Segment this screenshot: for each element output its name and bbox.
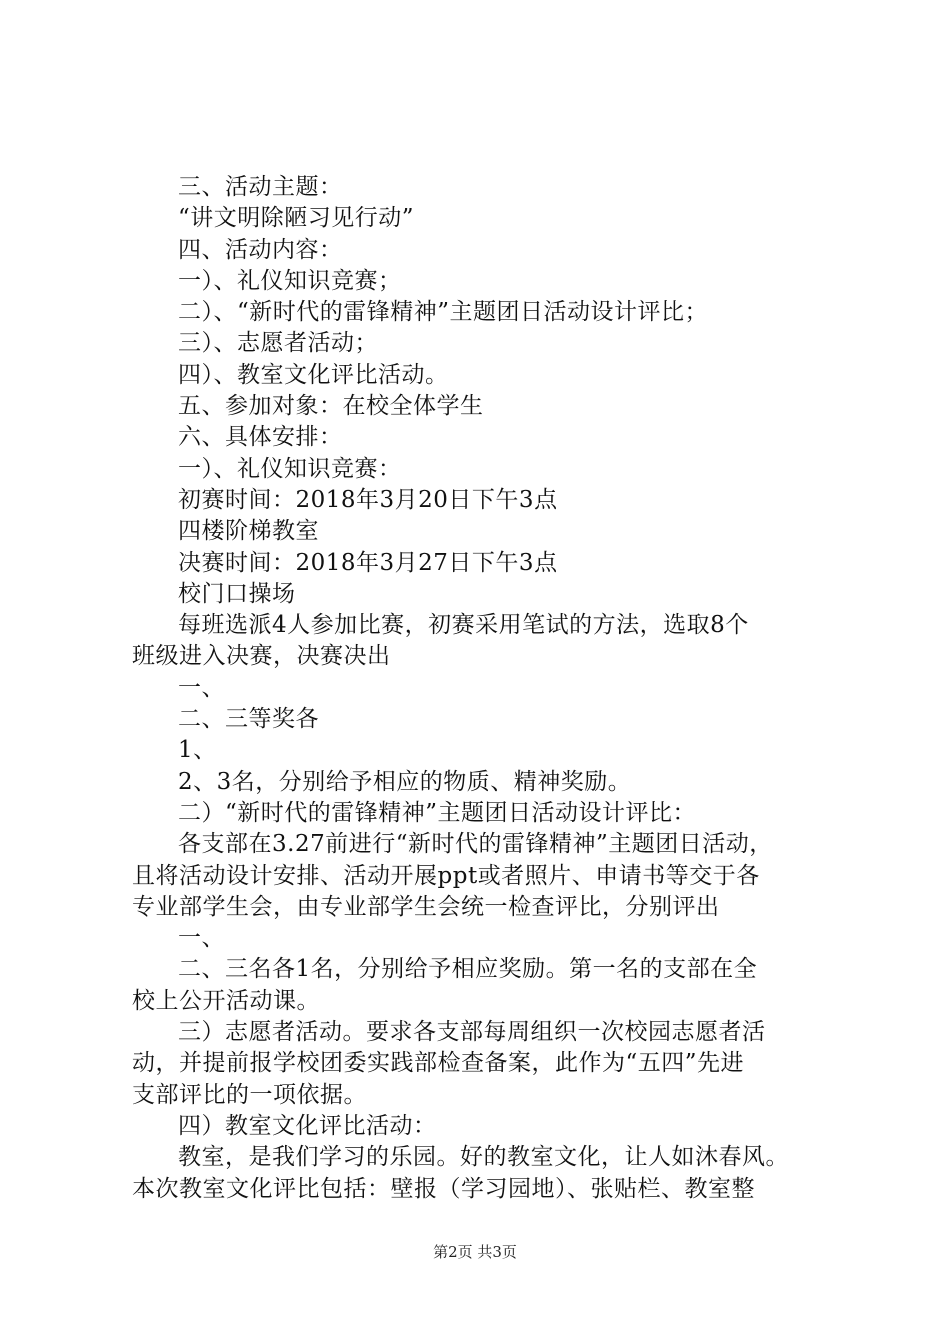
paragraph-line: 一、 [178,925,225,952]
paragraph-line: 四）教室文化评比活动： [178,1112,437,1139]
paragraph-line: 四）、教室文化评比活动。 [178,361,449,388]
page-footer: 第2页 共3页 [433,1243,517,1261]
paragraph-line: 支部评比的一项依据。 [132,1081,367,1108]
paragraph-line: 本次教室文化评比包括：壁报（学习园地）、张贴栏、教室整 [132,1175,755,1202]
paragraph-line: 初赛时间：2018年3月20日下午3点 [178,486,558,513]
document-body [132,172,832,1205]
paragraph-line: 班级进入决赛，决赛决出 [132,643,391,670]
paragraph-line: 一）、礼仪知识竞赛； [178,267,402,294]
paragraph-line: 动，并提前报学校团委实践部检查备案，此作为“五四”先进 [132,1050,745,1077]
paragraph-line: 四、活动内容： [178,236,343,263]
paragraph-line: 1、 [178,737,217,764]
paragraph-line: 校上公开活动课。 [132,987,320,1014]
paragraph-line: 一、 [178,674,225,701]
paragraph-line: 五、参加对象：在校全体学生 [178,393,484,420]
paragraph-line: 三）志愿者活动。要求各支部每周组织一次校园志愿者活 [178,1019,766,1046]
paragraph-line: 决赛时间：2018年3月27日下午3点 [178,549,558,576]
paragraph-line: 二、三名各1名，分别给予相应奖励。第一名的支部在全 [178,956,758,983]
paragraph-line: 二、三等奖各 [178,706,319,733]
paragraph-line: 三、活动主题： [178,174,343,200]
paragraph-line: 每班选派4人参加比赛，初赛采用笔试的方法，选取8个 [178,612,749,639]
paragraph-line: 且将活动设计安排、活动开展ppt或者照片、申请书等交于各 [132,862,760,889]
paragraph-line: 二）“新时代的雷锋精神”主题团日活动设计评比： [178,799,697,826]
paragraph-line: 六、具体安排： [178,424,343,451]
paragraph-line: 三）、志愿者活动； [178,330,378,357]
paragraph-line: 2、3名，分别给予相应的物质、精神奖励。 [178,768,632,795]
paragraph-line: 一）、礼仪知识竞赛： [178,455,402,482]
paragraph-line: 校门口操场 [178,580,296,607]
paragraph-line: 二）、“新时代的雷锋精神”主题团日活动设计评比； [178,299,709,326]
paragraph-line: 四楼阶梯教室 [178,518,319,545]
paragraph-line: “讲文明除陋习见行动” [178,205,415,232]
paragraph-line: 教室，是我们学习的乐园。好的教室文化，让人如沐春风。 [178,1144,789,1171]
paragraph-line: 专业部学生会，由专业部学生会统一检查评比，分别评出 [132,893,720,920]
paragraph-line: 各支部在3.27前进行“新时代的雷锋精神”主题团日活动， [178,831,773,858]
